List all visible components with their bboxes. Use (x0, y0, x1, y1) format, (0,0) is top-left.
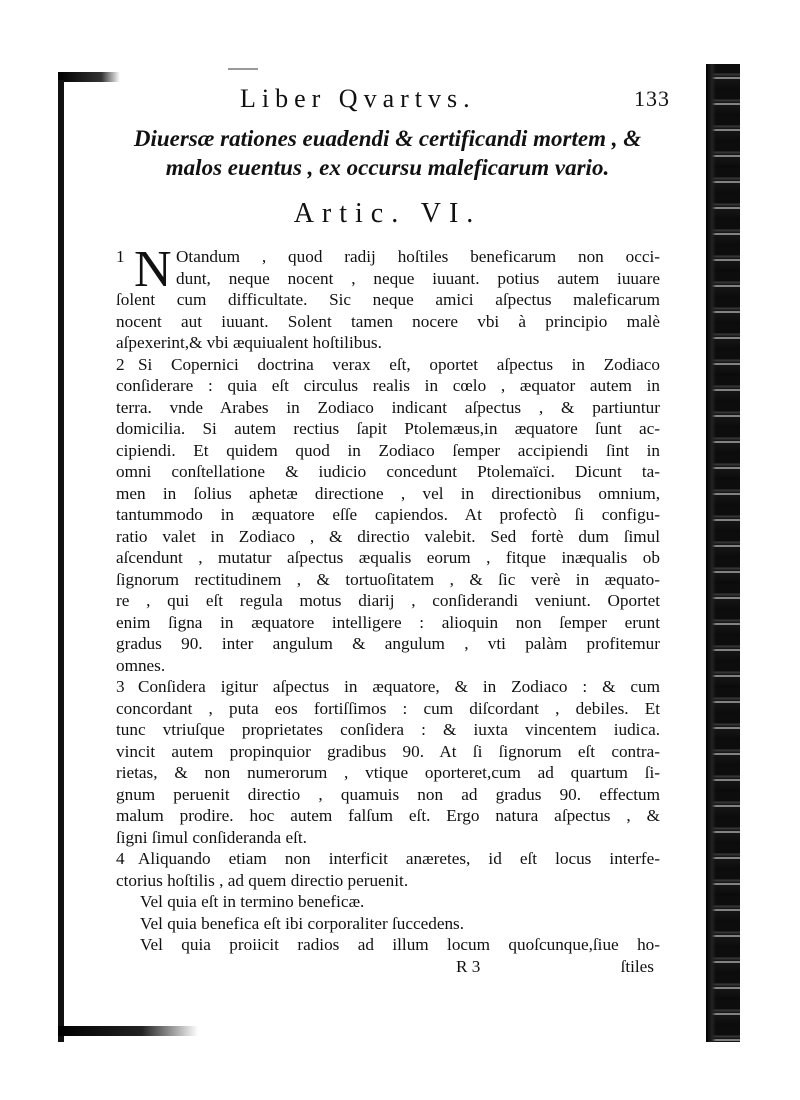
text-line: Vel quia proiicit radios ad illum locum quoſcunque,ſiue ho- (140, 935, 660, 954)
text-line: ſigni ſimul conſideranda eſt. (116, 827, 307, 847)
body-text (116, 241, 660, 978)
book-gutter-edge (706, 64, 740, 1042)
drop-cap: N (134, 241, 172, 298)
text-line: 1 Otandum , quod radij hoſtiles beneficarum non occi- (116, 247, 660, 266)
text-line: men in ſolius aphetæ directione , vel in directionibus omnium, (116, 483, 660, 503)
text-line: re , qui eſt regula motus diarij , conſiderandi veniunt. Oportet (116, 591, 660, 610)
scan-shadow-top (58, 72, 120, 82)
text-line: omni conſtellatione & iudicio concedunt Ptolemaïci. Dicunt ta- (116, 462, 660, 481)
text-line: Vel quia eſt in termino beneficæ. (140, 892, 365, 911)
text-line: 4 Aliquando etiam non interficit anæretes, id eſt locus interfe- (116, 849, 660, 868)
text-line: 3 Conſidera igitur aſpectus in æquatore, & in Zodiaco : & cum (116, 677, 660, 696)
scan-rule (228, 68, 258, 70)
paragraph-1 (116, 241, 660, 354)
text-line: domicilia. Si autem rectius ſapit Ptolemæus,in æquatore ſunt ac- (116, 419, 660, 438)
scan-shadow-left (58, 80, 64, 1042)
paragraph-4 (116, 848, 660, 956)
catchword: ſtiles (620, 956, 654, 976)
text-line: rietas, & non numerorum , vtique oporteret,cum ad quartum ſi- (116, 763, 660, 782)
text-line: gnum peruenit directio , quamuis non ad gradus 90. effectum (116, 784, 660, 804)
text-line: tunc vtriuſque proprietates conſidera : & iuxta vincentem iudica. (116, 720, 660, 739)
paragraph-number: 1 (116, 247, 125, 266)
signature-mark: R 3 (456, 956, 481, 976)
text-line: ſignorum rectitudinem , & tortuoſitatem , & ſic verè in æquato- (116, 569, 660, 589)
text-line: ſolent cum difficultate. Sic neque amici aſpectus maleficarum (116, 290, 660, 309)
page-footer (116, 956, 660, 978)
chapter-subtitle (100, 124, 675, 182)
running-title: Liber Qvartvs. (240, 84, 476, 113)
text-line: gradus 90. inter angulum & angulum , vti palàm profitemur (116, 634, 660, 653)
subtitle-line-2: malos euentus , ex occursu maleficarum vario. (165, 155, 610, 180)
scan-shadow-bottom (58, 1026, 198, 1036)
text-line: enim ſigna in æquatore intelligere : alioquin non ſemper erunt (116, 612, 660, 632)
text-line: terra. vnde Arabes in Zodiaco indicant aſpectus , & partiuntur (116, 397, 660, 417)
paragraph-number: 4 (116, 849, 125, 868)
text-line: ctorius hoſtilis , ad quem directio peruenit. (116, 870, 409, 890)
text-line: vincit autem propinquior gradibus 90. At ſi ſignorum eſt contra- (116, 741, 660, 761)
text-line: dunt, neque nocent , neque iuuant. potius autem iuuare (176, 268, 660, 288)
text-line: aſcendunt , mutatur aſpectus æqualis eorum , fitque inæqualis ob (116, 548, 660, 567)
subtitle-line-1: Diuersæ rationes euadendi & certificandi mortem , & (133, 126, 642, 151)
text-line: malum prodire. hoc autem falſum eſt. Ergo natura aſpectus , & (116, 806, 660, 825)
text-line: Vel quia benefica eſt ibi corporaliter ſuccedens. (140, 913, 465, 933)
text-line: ratio valet in Zodiaco , & directio valebit. Sed fortè dum ſimul (116, 526, 660, 546)
paragraph-2 (116, 354, 660, 677)
paragraph-3 (116, 676, 660, 848)
text-line: aſpexerint,& vbi æquiualent hoſtilibus. (116, 333, 382, 352)
page-number: 133 (634, 86, 670, 111)
paragraph-number: 3 (116, 677, 125, 696)
text-line: 2 Si Copernici doctrina verax eſt, oportet aſpectus in Zodiaco (116, 354, 660, 374)
text-line: omnes. (116, 655, 166, 675)
running-head (240, 84, 670, 120)
text-line: conſiderare : quia eſt circulus realis in cœlo , æquator autem in (116, 376, 660, 395)
article-heading: Artic. VI. (293, 198, 482, 229)
text-line: concordant , puta eos fortiſſimos : cum diſcordant , debiles. Et (116, 698, 660, 718)
text-line: cipiendi. Et quidem quod in Zodiaco ſemper accipiendi ſint in (116, 440, 660, 460)
paragraph-number: 2 (116, 354, 125, 374)
text-line: tantummodo in æquatore eſſe capiendos. At profectò ſi configu- (116, 505, 660, 524)
text-line: nocent aut iuuant. Solent tamen nocere vbi à principio malè (116, 311, 660, 331)
